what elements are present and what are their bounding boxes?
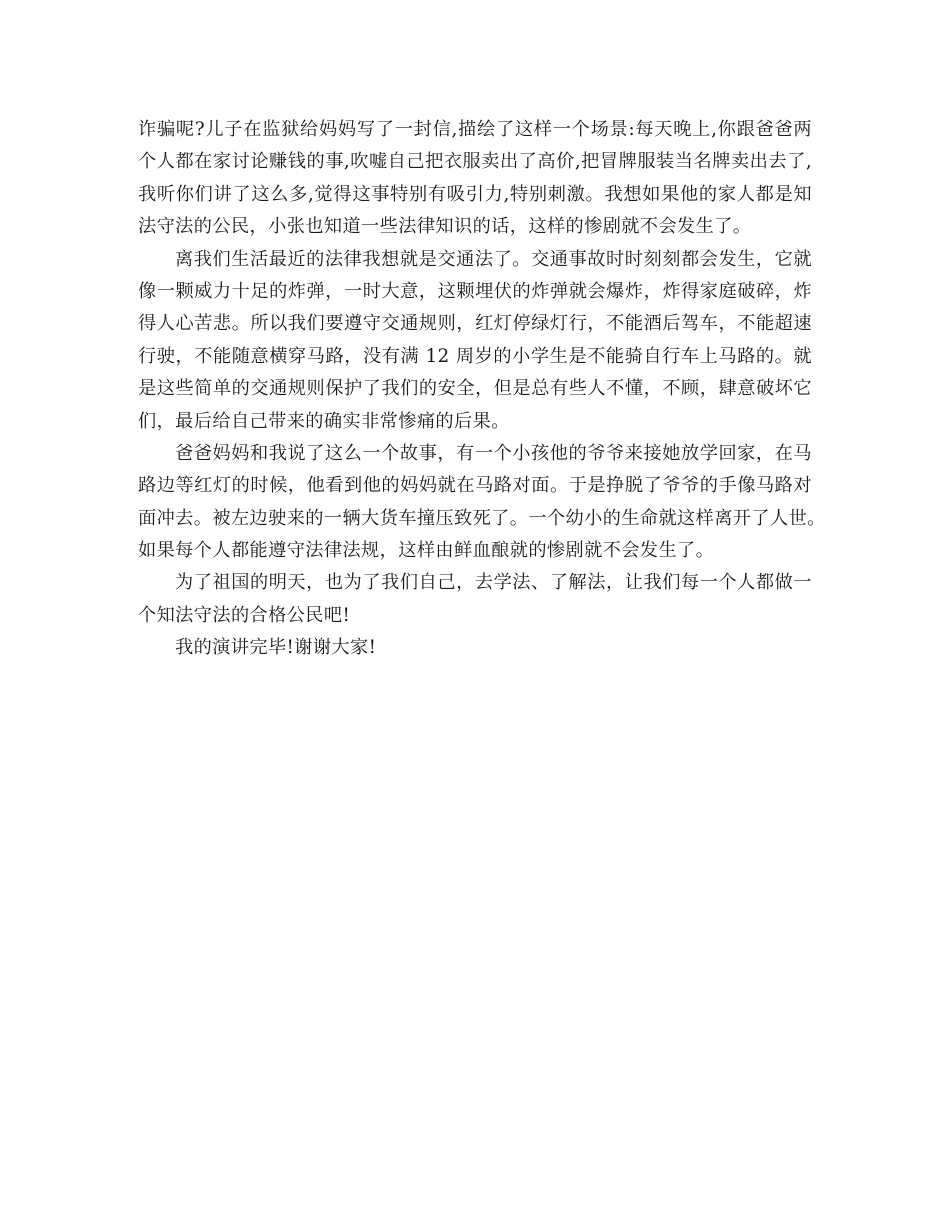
text-line: 们，最后给自己带来的确实非常惨痛的后果。 [138,410,510,432]
text-line: 路边等红灯的时候，他看到他的妈妈就在马路对面。于是挣脱了爷爷的手像马路对 [138,475,812,497]
paragraph-start-line: 爸爸妈妈和我说了这么一个故事，有一个小孩他的爷爷来接她放学回家，在马 [175,442,812,464]
text-line: 我听你们讲了这么多,觉得这事特别有吸引力,特别刺激。我想如果他的家人都是知 [138,183,812,205]
paragraph-start-line: 为了祖国的明天，也为了我们自己，去学法、了解法，让我们每一个人都做一 [175,572,812,594]
text-line: 是这些简单的交通规则保护了我们的安全，但是总有些人不懂，不顾，肆意破坏它 [138,378,812,400]
closing-line: 我的演讲完毕!谢谢大家! [175,637,377,659]
text-line: 如果每个人都能遵守法律法规，这样由鲜血酿就的惨剧就不会发生了。 [138,540,715,562]
text-line: 诈骗呢?儿子在监狱给妈妈写了一封信,描绘了这样一个场景:每天晚上,你跟爸爸两 [138,119,812,140]
text-line: 法守法的公民，小张也知道一些法律知识的话，这样的惨剧就不会发生了。 [138,216,752,238]
text-line: 个人都在家讨论赚钱的事,吹嘘自己把衣服卖出了高价,把冒牌服装当名牌卖出去了, [138,151,812,173]
text-line: 像一颗威力十足的炸弹，一时大意，这颗埋伏的炸弹就会爆炸，炸得家庭破碎，炸 [138,280,812,302]
text-line: 个知法守法的合格公民吧! [138,604,351,626]
text-line: 行驶，不能随意横穿马路，没有满 12 周岁的小学生是不能骑自行车上马路的。就 [138,345,812,367]
text-line: 得人心苦悲。所以我们要遵守交通规则，红灯停绿灯行，不能酒后驾车，不能超速 [138,313,812,335]
speech-body [138,114,826,665]
text-line: 面冲去。被左边驶来的一辆大货车撞压致死了。一个幼小的生命就这样离开了人世。 [138,507,826,529]
paragraph-start-line: 离我们生活最近的法律我想就是交通法了。交通事故时时刻刻都会发生，它就 [175,248,812,270]
